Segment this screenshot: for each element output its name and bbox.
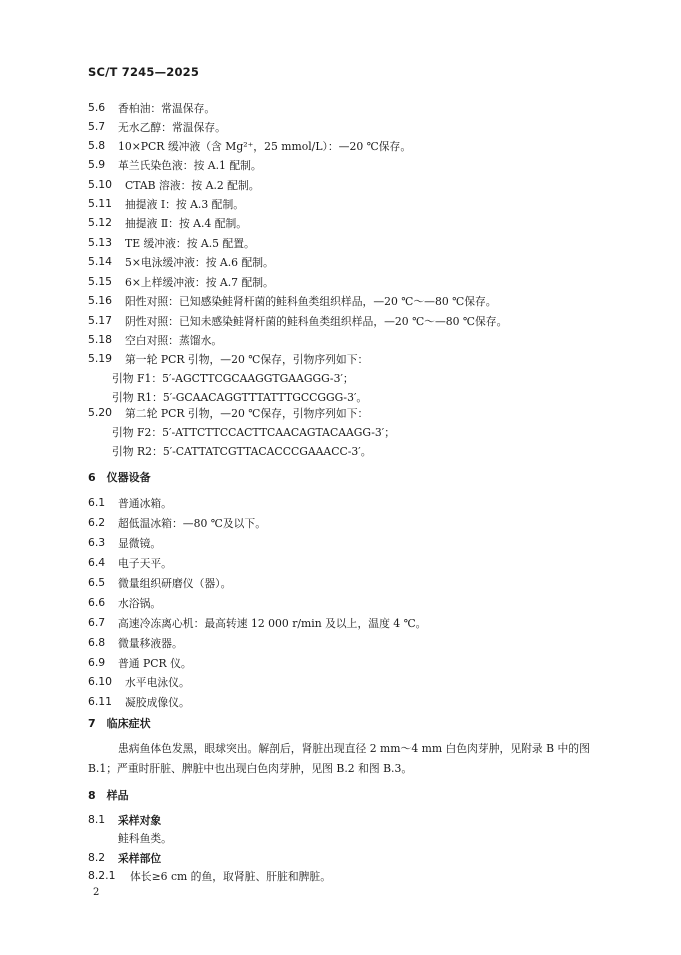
equipment-item-number: 6.5 (88, 576, 106, 589)
reagent-item-text: TE 缓冲液：按 A.5 配置。 (125, 237, 255, 250)
subsection-8-1-title: 采样对象 (118, 814, 162, 827)
equipment-item-number: 6.6 (88, 596, 106, 609)
reagent-item-number: 5.18 (88, 333, 113, 346)
equipment-item-text: 水平电泳仪。 (125, 676, 190, 689)
reagent-item-number: 5.7 (88, 120, 106, 133)
reagent-item-number: 5.10 (88, 178, 113, 191)
reagent-item-number: 5.9 (88, 158, 106, 171)
subsection-8-2-title: 采样部位 (118, 852, 162, 865)
section-6-title: 6 仪器设备 (88, 471, 151, 484)
reagent-item-number: 5.11 (88, 197, 113, 210)
reagent-item-text: 引物 F1：5′-AGCTTCGCAAGGTGAAGGG-3′； (112, 372, 354, 385)
reagent-item-number: 5.6 (88, 101, 106, 114)
reagent-item-number: 5.14 (88, 255, 113, 268)
equipment-item-number: 6.10 (88, 675, 113, 688)
reagent-item-number: 5.16 (88, 294, 113, 307)
reagent-item-number: 5.19 (88, 352, 113, 365)
reagent-item-text: 无水乙醇：常温保存。 (118, 121, 226, 134)
reagent-item-number: 5.13 (88, 236, 113, 249)
equipment-item-number: 6.2 (88, 516, 106, 529)
reagent-item-number: 5.20 (88, 406, 113, 419)
subsection-8-1-number: 8.1 (88, 813, 106, 826)
equipment-item-number: 6.9 (88, 656, 106, 669)
reagent-item-text: 空白对照：蒸馏水。 (125, 334, 223, 347)
reagent-item-number: 5.8 (88, 139, 106, 152)
equipment-item-text: 微量移液器。 (118, 637, 183, 650)
reagent-item-text: 抽提液 Ⅰ：按 A.3 配制。 (125, 198, 245, 211)
section-8-title: 8 样品 (88, 789, 129, 802)
reagent-item-number: 5.12 (88, 216, 113, 229)
reagent-item-text: CTAB 溶液：按 A.2 配制。 (125, 179, 260, 192)
reagent-item-text: 第二轮 PCR 引物，—20 ℃保存，引物序列如下： (125, 407, 369, 420)
equipment-item-text: 普通 PCR 仪。 (118, 657, 192, 670)
reagent-item-text: 引物 F2：5′-ATTCTTCCACTTCAACAGTACAAGG-3′； (112, 426, 396, 439)
section-7-title: 7 临床症状 (88, 717, 151, 730)
reagent-item-text: 阳性对照：已知感染鲑肾杆菌的鲑科鱼类组织样品，—20 ℃～—80 ℃保存。 (125, 295, 497, 308)
equipment-item-number: 6.8 (88, 636, 106, 649)
reagent-item-text: 香柏油：常温保存。 (118, 102, 216, 115)
equipment-item-number: 6.1 (88, 496, 106, 509)
equipment-item-text: 普通冰箱。 (118, 497, 172, 510)
subsection-8-1-text: 鲑科鱼类。 (118, 832, 172, 845)
reagent-item-number: 5.17 (88, 314, 113, 327)
equipment-item-number: 6.7 (88, 616, 106, 629)
equipment-item-text: 高速冷冻离心机：最高转速 12 000 r/min 及以上，温度 4 ℃。 (118, 617, 427, 630)
equipment-item-text: 电子天平。 (118, 557, 172, 570)
reagent-item-text: 革兰氏染色液：按 A.1 配制。 (118, 159, 262, 172)
equipment-item-text: 微量组织研磨仪（器）。 (118, 577, 232, 590)
reagent-item-text: 阴性对照：已知未感染鲑肾杆菌的鲑科鱼类组织样品，—20 ℃～—80 ℃保存。 (125, 315, 508, 328)
standard-code-header: SC/T 7245—2025 (88, 65, 200, 79)
subsection-8-2-1-number: 8.2.1 (88, 869, 116, 882)
reagent-item-text: 6×上样缓冲液：按 A.7 配制。 (125, 276, 274, 289)
equipment-item-text: 显微镜。 (118, 537, 162, 550)
page-number: 2 (93, 887, 100, 898)
equipment-item-number: 6.3 (88, 536, 106, 549)
reagent-item-text: 引物 R1：5′-GCAACAGGTTTATTTGCCGGG-3′。 (112, 391, 368, 404)
symptom-paragraph-line-2: B.1；严重时肝脏、脾脏中也出现白色肉芽肿，见图 B.2 和图 B.3。 (88, 762, 413, 775)
equipment-item-number: 6.4 (88, 556, 106, 569)
subsection-8-2-number: 8.2 (88, 851, 106, 864)
symptom-paragraph-line-1: 患病鱼体色发黑，眼球突出。解剖后，肾脏出现直径 2 mm～4 mm 白色肉芽肿，见附录 B 中的图 (118, 742, 590, 755)
equipment-item-text: 水浴锅。 (118, 597, 162, 610)
reagent-item-text: 5×电泳缓冲液：按 A.6 配制。 (125, 256, 274, 269)
equipment-item-text: 超低温冰箱：—80 ℃及以下。 (118, 517, 267, 530)
reagent-item-text: 引物 R2：5′-CATTATCGTTACACCCGAAACC-3′。 (112, 445, 372, 458)
subsection-8-2-1-text: 体长≥6 cm 的鱼，取肾脏、肝脏和脾脏。 (130, 870, 332, 883)
reagent-item-number: 5.15 (88, 275, 113, 288)
reagent-item-text: 第一轮 PCR 引物，—20 ℃保存，引物序列如下： (125, 353, 369, 366)
reagent-item-text: 抽提液 Ⅱ：按 A.4 配制。 (125, 217, 248, 230)
equipment-item-number: 6.11 (88, 695, 113, 708)
equipment-item-text: 凝胶成像仪。 (125, 696, 190, 709)
reagent-item-text: 10×PCR 缓冲液（含 Mg²⁺，25 mmol/L）：—20 ℃保存。 (118, 140, 412, 153)
